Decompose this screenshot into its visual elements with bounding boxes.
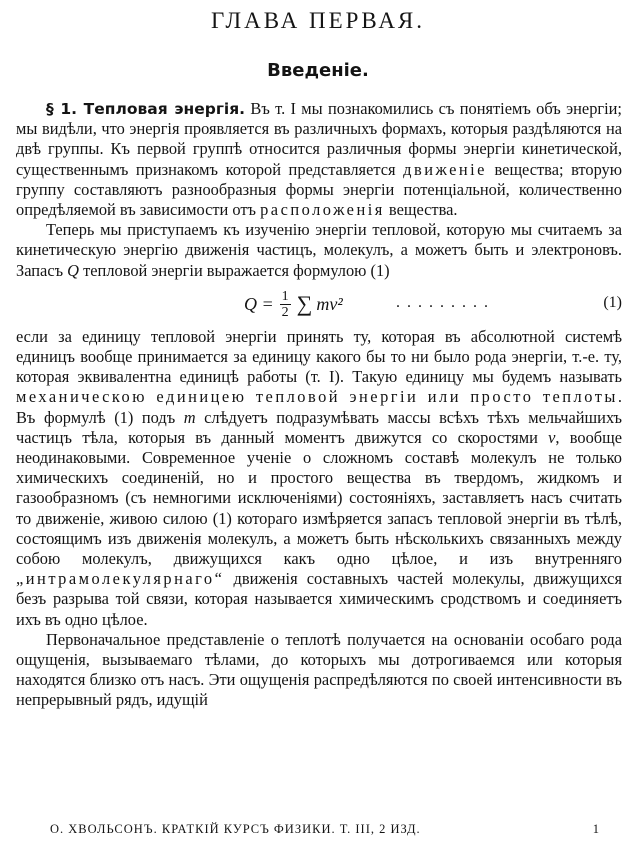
paragraph-4 [16, 630, 622, 711]
text-run: Въ т. I мы познакомились съ понятіемъ объ энергіи; мы видѣли, что энергія проявляется въ различныхъ формахъ, которыя раздѣляются на двѣ группы. Къ первой группѣ относится различныя формы энергіи кинетической, существеннымъ признакомъ которой представляется [16, 99, 622, 179]
fraction-numerator: 1 [281, 288, 289, 304]
text-run: вещества; вторую группу составляютъ разнообразныя формы энергіи потенціальной, количественно опредѣляемой въ зависимости отъ [16, 159, 622, 220]
page-footer [50, 822, 600, 837]
sum-symbol: ∑ [296, 291, 313, 317]
formula-rhs: mv² [316, 294, 343, 315]
text-run: тепловой энергіи выражается формулою (1) [79, 260, 390, 280]
equation-number: (1) [603, 293, 622, 311]
formula-expression [244, 289, 343, 320]
formula-1 [16, 281, 622, 327]
math-symbol: Q [67, 260, 80, 280]
spaced-term: „интрамолекулярнаго“ [16, 569, 225, 589]
formula-leader-dots: ......... [396, 293, 495, 311]
body-text [16, 99, 622, 711]
paragraph-2 [16, 220, 622, 281]
text-run: движенія составныхъ частей молекулы, движущихся безъ разрыва той связи, которая называется химическимъ сродствомъ и соединяетъ ихъ въ одно цѣлое. [16, 569, 622, 629]
text-run: если за единицу тепловой энергіи принять ту, которая въ абсолютной системѣ единицъ вообще принимается за единицу какого бы то ни было рода энергіи, т.-е. ту, которая эквивалентна единицѣ работы (т. I). Такую единицу мы будемъ называть [16, 326, 622, 387]
page-number: 1 [592, 822, 600, 836]
fraction [280, 289, 291, 320]
fraction-denominator: 2 [281, 304, 289, 320]
spaced-term: расположенія [260, 200, 385, 220]
math-symbol: v [548, 427, 556, 447]
spaced-term: движеніе [403, 159, 487, 179]
formula-lhs: Q = [244, 294, 274, 315]
text-run: Теперь мы приступаемъ къ изученію энергіи тепловой, которую мы считаемъ за кинетическую энергію движенія частицъ, молекулъ, а можетъ быть и электроновъ. Запасъ [16, 220, 622, 280]
text-run: Первоначальное представленіе о теплотѣ получается на основаніи особаго рода ощущенія, вызываемаго тѣлами, до которыхъ мы дотрогиваемся или которыя находятся близко отъ насъ. Эти ощущенія распредѣляются по своей интенсивности въ непрерывный рядъ, идущій [16, 629, 622, 710]
paragraph-heading: § 1. Тепловая энергія. [46, 100, 246, 118]
text-run: вещества. [384, 200, 458, 220]
paragraph-3 [16, 327, 622, 630]
math-symbol: m [183, 407, 196, 427]
text-run: . Въ формулѣ (1) подъ [16, 387, 622, 427]
section-title: Введеніе. [267, 60, 369, 81]
text-run: слѣдуетъ подразумѣвать массы всѣхъ тѣхъ мельчайшихъ частицъ тѣла, которыя въ данный моментъ движутся со скоростями [16, 407, 622, 447]
paragraph-1 [16, 99, 622, 220]
spaced-term: механическою единицею тепловой энергіи или просто теплоты [16, 387, 618, 407]
chapter-title: ГЛАВА ПЕРВАЯ. [210, 8, 426, 33]
text-run: , вообще неодинаковыми. Современное ученіе о сложномъ составѣ молекулъ не только химическихъ соединеній, но и простого вещества въ твердомъ, жидкомъ и газообразномъ (съ немногими исключеніями) состояніяхъ, заставляетъ насъ считать то движеніе, живою силою (1) котораго измѣряется запасъ тепловой энергіи въ тѣлѣ, состоящимъ изъ движенія молекулъ, а можетъ быть нѣсколькихъ связанныхъ между собою молекулъ, движущихся какъ одно цѣлое, и изъ внутренняго [16, 427, 622, 569]
footer-citation: О. ХВОЛЬСОНЪ. КРАТКІЙ КУРСЪ ФИЗИКИ. Т. III, 2 ИЗД. [50, 822, 421, 836]
